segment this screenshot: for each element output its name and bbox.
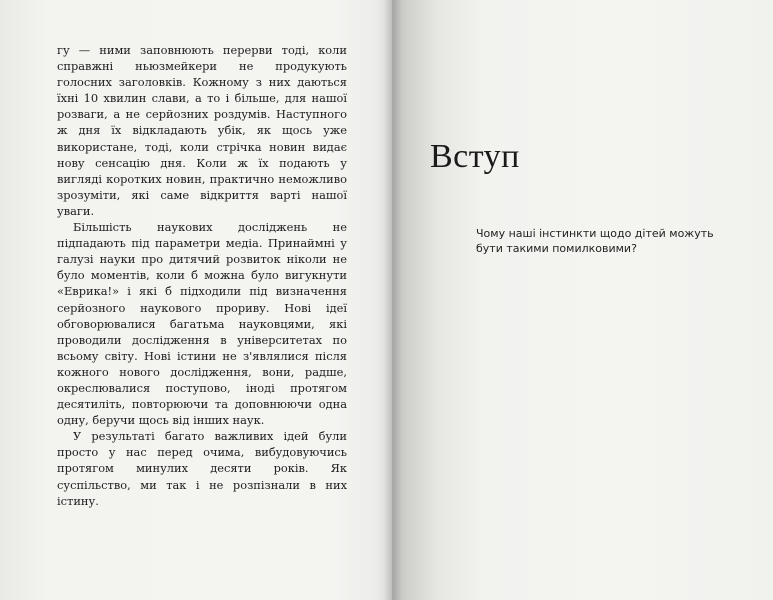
chapter-title: Вступ xyxy=(430,138,520,175)
paragraph-2: Більшість наукових досліджень не підпадають під параметри медіа. Принаймні у галузі науки про дитячий розвиток ніколи не було моментів, коли б можна було вигукнути «Еврика!» і які б підходили під визначення серйозного наукового прориву. Нові ідеї обговорювалися багатьма науковцями, які проводили дослідження в університетах по всьому світу. Нові істини не з'являлися після кожного нового дослідження, вони, радше, окреслювалися поступово, іноді протягом десятиліть, повторюючи та доповнюючи одна одну, беручи щось від інших наук. xyxy=(57,220,347,428)
paragraph-3: У результаті багато важливих ідей були просто у нас перед очима, вибудовуючись протягом минулих десяти років. Як суспільство, ми так і не розпізнали в них істину. xyxy=(57,429,347,508)
paragraph-1: гу — ними заповнюють перерви тоді, коли справжні ньюзмейкери не продукують голосних заголовків. Кожному з них даються їхні 10 хвилин слави, а то і більше, для нашої розваги, а не серйозних роздумів. Наступного ж дня їх відкладають убік, як щось уже використане, тоді, коли стрічка новин видає нову сенсацію дня. Коли ж їх подають у вигляді коротких новин, практично неможливо зрозуміти, які саме відкриття варті нашої уваги. xyxy=(57,43,347,218)
book-gutter xyxy=(384,0,402,600)
right-page xyxy=(392,0,773,600)
body-text xyxy=(57,42,347,509)
chapter-question: Чому наші інстинкти щодо дітей можуть бути такими помилковими? xyxy=(476,227,714,255)
